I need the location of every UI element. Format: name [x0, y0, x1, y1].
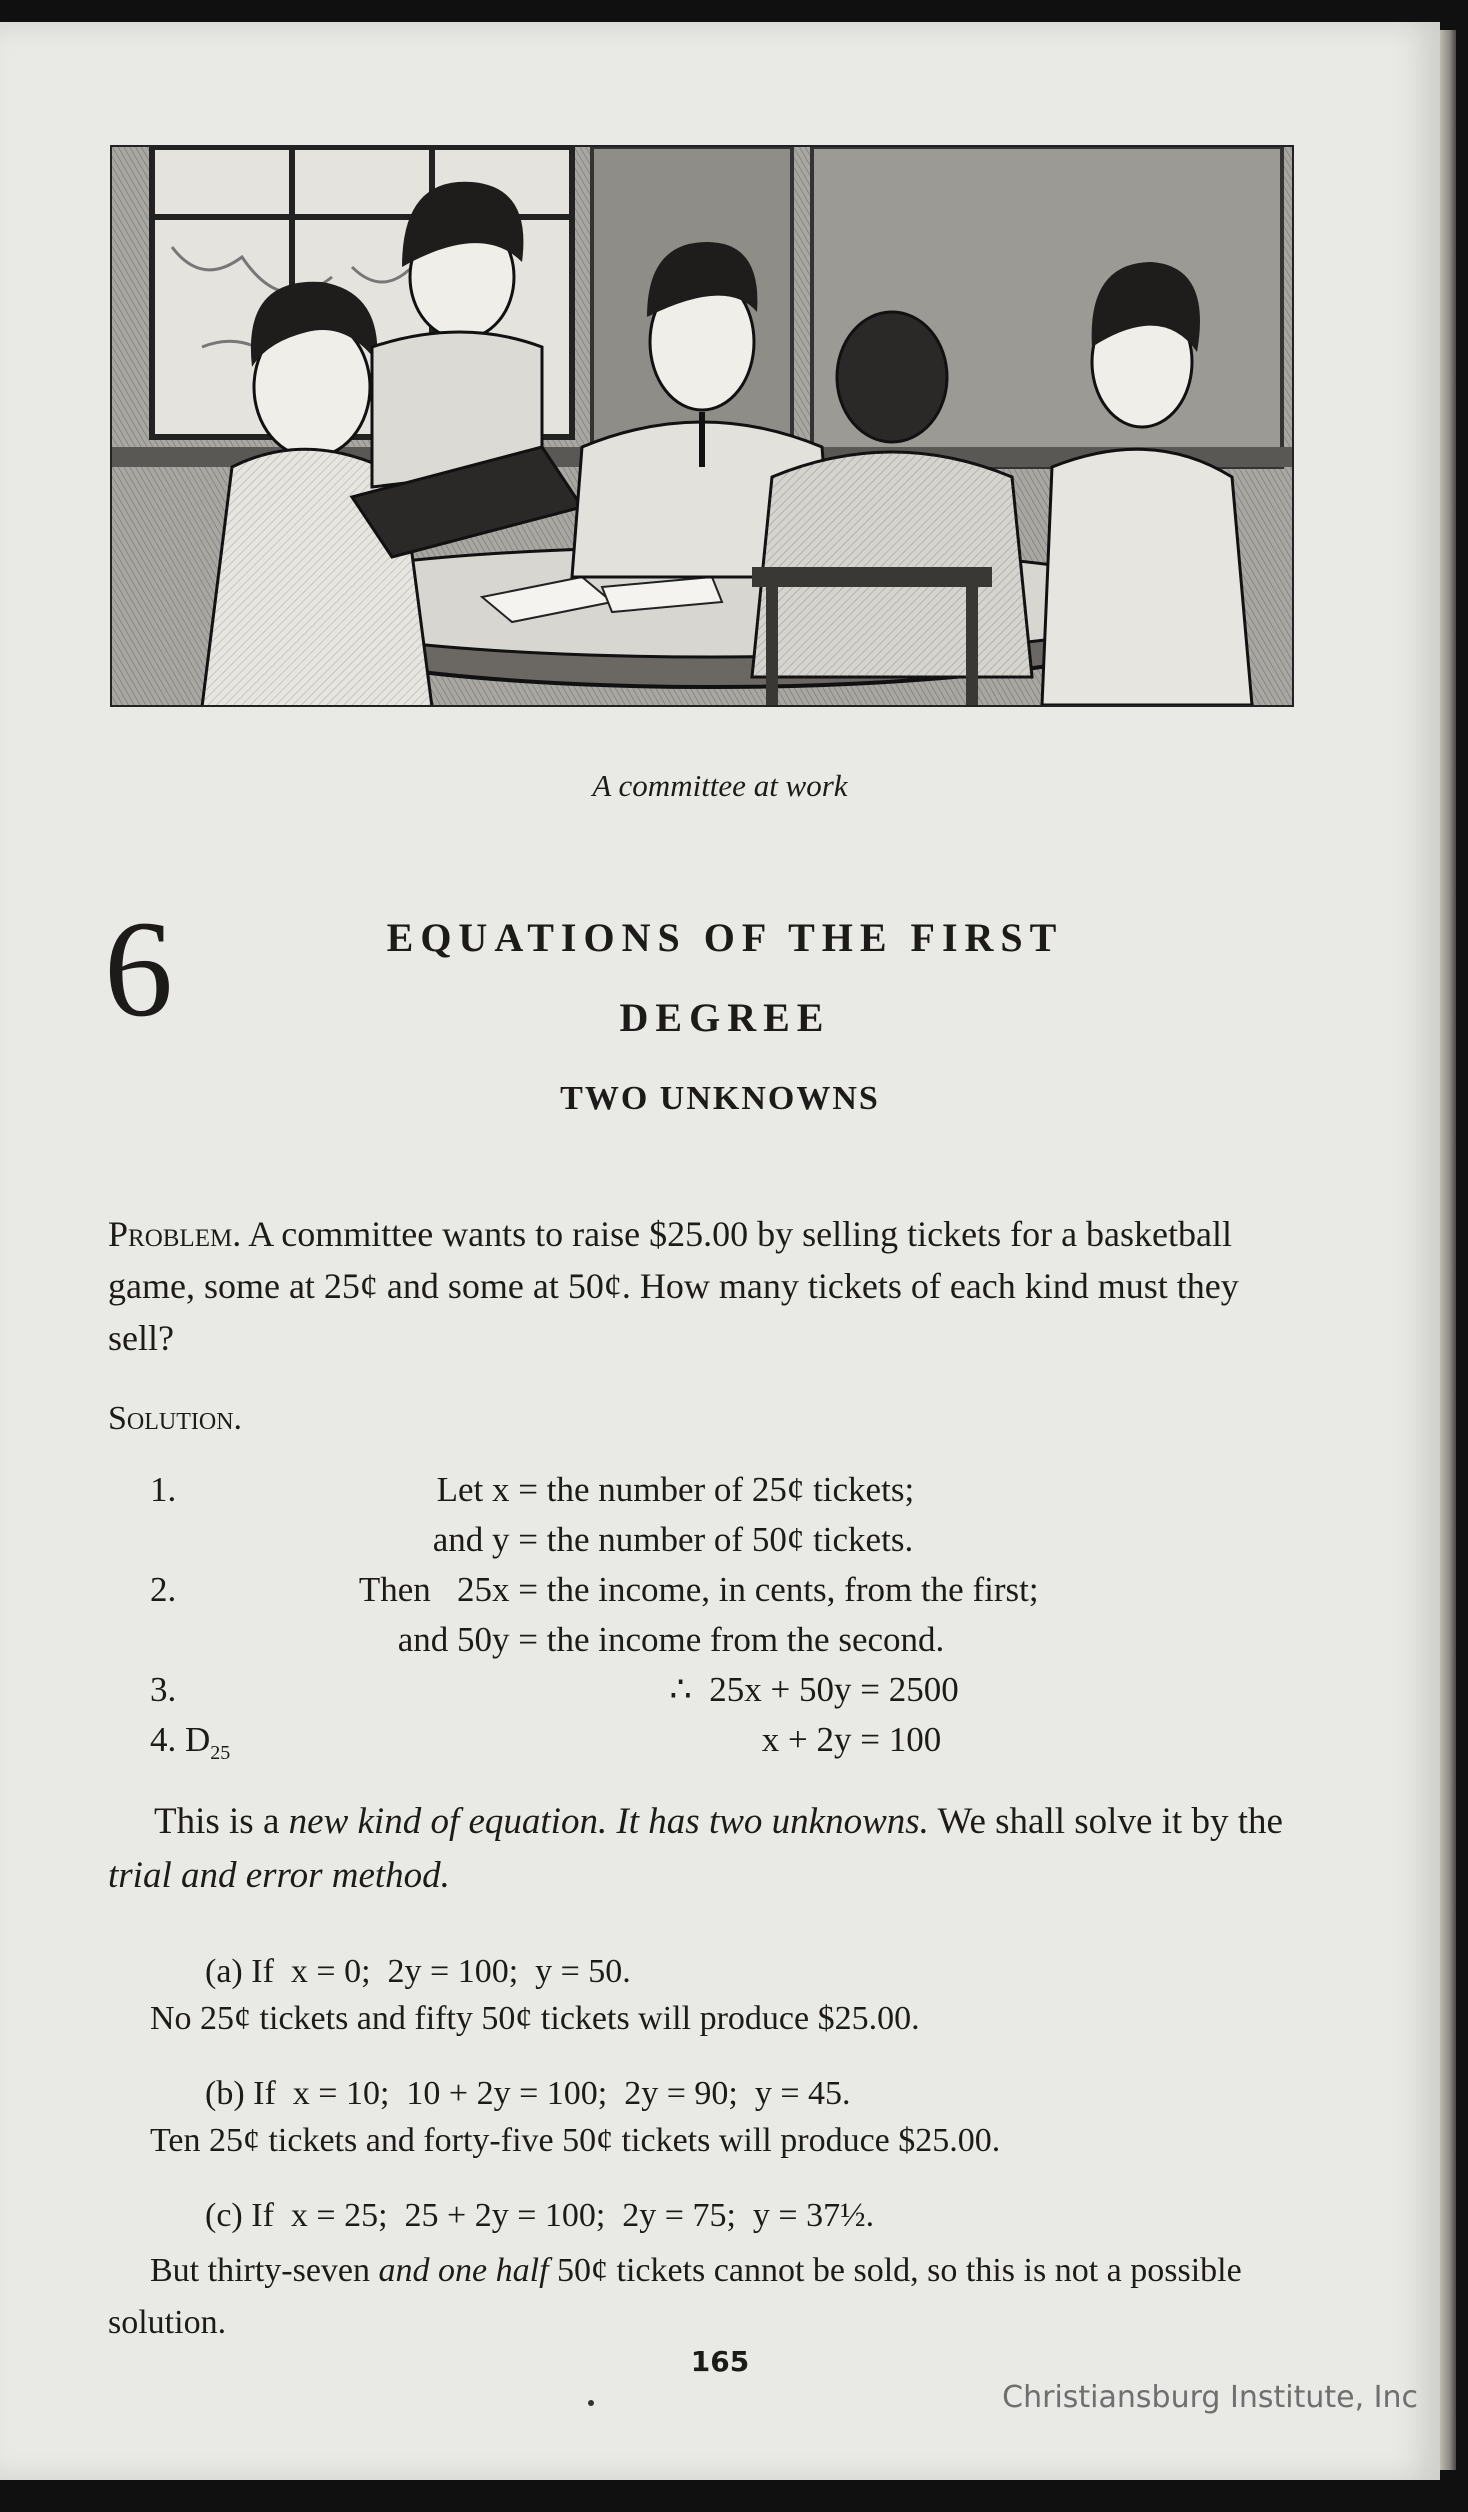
chapter-title-line1: EQUATIONS OF THE FIRST [386, 915, 1064, 960]
equation-line [160, 1470, 1260, 1510]
case-result: Ten 25¢ tickets and forty-five 50¢ tickets will produce $25.00. [150, 2122, 1001, 2159]
solution-label: Solution. [108, 1400, 243, 1437]
equation-rhs: the number of 25¢ tickets; [546, 1470, 915, 1509]
watermark: Christiansburg Institute, Inc [1002, 2380, 1418, 2415]
illustration-drawing [112, 147, 1292, 705]
case-label: (a) [205, 1953, 243, 1990]
case-equation [205, 2075, 851, 2113]
chapter-subtitle: TWO UNKNOWNS [560, 1080, 880, 1117]
equation-lhs: ∴ 25x + 50y = [669, 1670, 880, 1709]
chapter-title-line2: DEGREE [619, 995, 831, 1040]
case-result: No 25¢ tickets and fifty 50¢ tickets will produce $25.00. [150, 2000, 920, 2037]
chapter-number: 6 [104, 892, 173, 1045]
equation-lhs: Then 25x = [358, 1570, 538, 1609]
equation-line [160, 1520, 1260, 1560]
explanation-paragraph [108, 1795, 1328, 1903]
equation-rhs: the income from the second. [546, 1620, 945, 1659]
equation-line [160, 1570, 1260, 1610]
case-equation-text: If x = 10; 10 + 2y = 100; 2y = 90; y = 45. [253, 2075, 851, 2112]
page-edge [1440, 30, 1456, 2470]
equation-rhs: 100 [888, 1720, 942, 1759]
equation-lhs: and y = [432, 1520, 538, 1559]
step-number: 3. [150, 1670, 177, 1709]
equation-line [540, 1720, 1240, 1760]
step-number: 1. [150, 1470, 177, 1509]
case-equation-text: If x = 25; 25 + 2y = 100; 2y = 75; y = 37½. [251, 2197, 875, 2234]
equation-line [160, 1620, 1260, 1660]
explanation-text: This is a [154, 1801, 280, 1842]
case-result-italic: and one half [378, 2252, 549, 2289]
problem-text: A committee wants to raise $25.00 by selling tickets for a basketball game, some at 25¢ and some at 50¢. How many tickets of each kind must they sell? [108, 1214, 1239, 1358]
problem-statement [108, 1208, 1308, 1364]
case-equation [205, 2197, 874, 2235]
problem-label: Problem. [108, 1214, 242, 1254]
equation-line [540, 1670, 1240, 1710]
case-label: (b) [205, 2075, 245, 2112]
equation-lhs: Let x = [436, 1470, 538, 1509]
case-result-text: But thirty-seven [150, 2252, 371, 2289]
equation-rhs: the number of 50¢ tickets. [546, 1520, 914, 1559]
page-dot [588, 2400, 594, 2406]
step-number [150, 1720, 230, 1765]
explanation-italic: new kind of equation. It has two unknowns. [288, 1801, 929, 1842]
case-equation [205, 1953, 631, 1991]
equation-rhs: 2500 [888, 1670, 959, 1709]
case-equation-text: If x = 0; 2y = 100; y = 50. [251, 1953, 631, 1990]
page-number: 165 [690, 2345, 750, 2378]
equation-rhs: the income, in cents, from the first; [546, 1570, 1039, 1609]
step-subscript: 25 [210, 1742, 231, 1764]
step-number-text: 4. D [150, 1720, 211, 1759]
case-result [108, 2245, 1328, 2349]
figure-caption: A committee at work [592, 768, 848, 803]
step-number: 2. [150, 1570, 177, 1609]
explanation-text: We shall solve it by the [937, 1801, 1283, 1842]
equation-lhs: and 50y = [397, 1620, 538, 1659]
case-label: (c) [205, 2197, 243, 2234]
equation-lhs: x + 2y = [761, 1720, 880, 1759]
committee-illustration [110, 145, 1294, 707]
chapter-title [215, 898, 1235, 1058]
case-result-text: 50¢ tickets cannot be sold, so this is not a possible solution. [108, 2252, 1242, 2341]
explanation-italic: trial and error method. [108, 1855, 450, 1896]
